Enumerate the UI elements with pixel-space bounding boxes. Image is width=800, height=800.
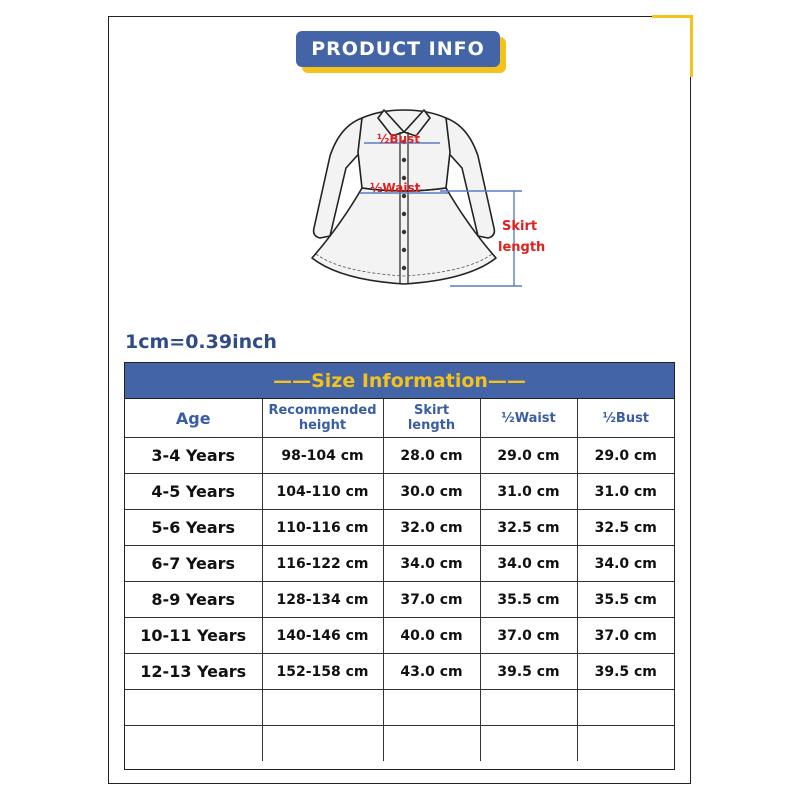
cell-age: 10-11 Years: [125, 618, 262, 654]
cell-bust: 39.5 cm: [577, 654, 674, 690]
size-table-title: ——Size Information——: [125, 363, 674, 399]
cell-height: 110-116 cm: [262, 510, 383, 546]
cell-waist: 29.0 cm: [480, 438, 577, 474]
cell-empty: [577, 726, 674, 762]
header-skirt: Skirt length: [383, 399, 480, 438]
table-row: [125, 474, 674, 510]
cell-empty: [125, 726, 262, 762]
cell-empty: [125, 690, 262, 726]
cell-height: 140-146 cm: [262, 618, 383, 654]
size-grid: [125, 399, 674, 761]
header-waist: ½Waist: [480, 399, 577, 438]
cell-waist: 35.5 cm: [480, 582, 577, 618]
cell-waist: 34.0 cm: [480, 546, 577, 582]
cell-waist: 31.0 cm: [480, 474, 577, 510]
cell-age: 3-4 Years: [125, 438, 262, 474]
table-row: [125, 438, 674, 474]
corner-accent: [652, 15, 693, 77]
cell-skirt: 37.0 cm: [383, 582, 480, 618]
size-table: [124, 362, 675, 770]
bust-label: [377, 132, 420, 146]
table-row: [125, 654, 674, 690]
cell-empty: [262, 690, 383, 726]
cell-bust: 31.0 cm: [577, 474, 674, 510]
cell-height: 128-134 cm: [262, 582, 383, 618]
svg-text:length: length: [498, 240, 546, 255]
cell-age: 6-7 Years: [125, 546, 262, 582]
svg-text:Skirt: Skirt: [502, 219, 538, 234]
cell-bust: 35.5 cm: [577, 582, 674, 618]
table-row: [125, 726, 674, 762]
product-info-badge: [296, 31, 506, 73]
cell-skirt: 34.0 cm: [383, 546, 480, 582]
badge-label: PRODUCT INFO: [296, 31, 500, 67]
header-row: [125, 399, 674, 438]
cell-bust: 37.0 cm: [577, 618, 674, 654]
cell-height: 98-104 cm: [262, 438, 383, 474]
cell-empty: [480, 726, 577, 762]
cell-age: 8-9 Years: [125, 582, 262, 618]
table-row: [125, 618, 674, 654]
cell-age: 12-13 Years: [125, 654, 262, 690]
cell-empty: [262, 726, 383, 762]
cell-skirt: 30.0 cm: [383, 474, 480, 510]
cell-skirt: 43.0 cm: [383, 654, 480, 690]
cell-empty: [383, 726, 480, 762]
cell-empty: [383, 690, 480, 726]
cell-bust: 32.5 cm: [577, 510, 674, 546]
skirt-length-label: [498, 219, 545, 255]
cell-bust: 34.0 cm: [577, 546, 674, 582]
unit-conversion: 1cm=0.39inch: [125, 331, 277, 353]
svg-text:½Bust: ½Bust: [377, 132, 420, 146]
cell-bust: 29.0 cm: [577, 438, 674, 474]
cell-empty: [480, 690, 577, 726]
header-bust: ½Bust: [577, 399, 674, 438]
cell-waist: 37.0 cm: [480, 618, 577, 654]
cell-skirt: 32.0 cm: [383, 510, 480, 546]
header-height: Recommended height: [262, 399, 383, 438]
table-row: [125, 582, 674, 618]
waist-label: [370, 181, 421, 195]
cell-waist: 32.5 cm: [480, 510, 577, 546]
cell-skirt: 28.0 cm: [383, 438, 480, 474]
table-row: [125, 510, 674, 546]
cell-age: 5-6 Years: [125, 510, 262, 546]
header-age: Age: [125, 399, 262, 438]
cell-empty: [577, 690, 674, 726]
cell-skirt: 40.0 cm: [383, 618, 480, 654]
table-row: [125, 546, 674, 582]
table-row: [125, 690, 674, 726]
cell-waist: 39.5 cm: [480, 654, 577, 690]
svg-text:½Waist: ½Waist: [370, 181, 421, 195]
cell-height: 152-158 cm: [262, 654, 383, 690]
cell-age: 4-5 Years: [125, 474, 262, 510]
cell-height: 116-122 cm: [262, 546, 383, 582]
cell-height: 104-110 cm: [262, 474, 383, 510]
dress-diagram: [300, 96, 560, 296]
